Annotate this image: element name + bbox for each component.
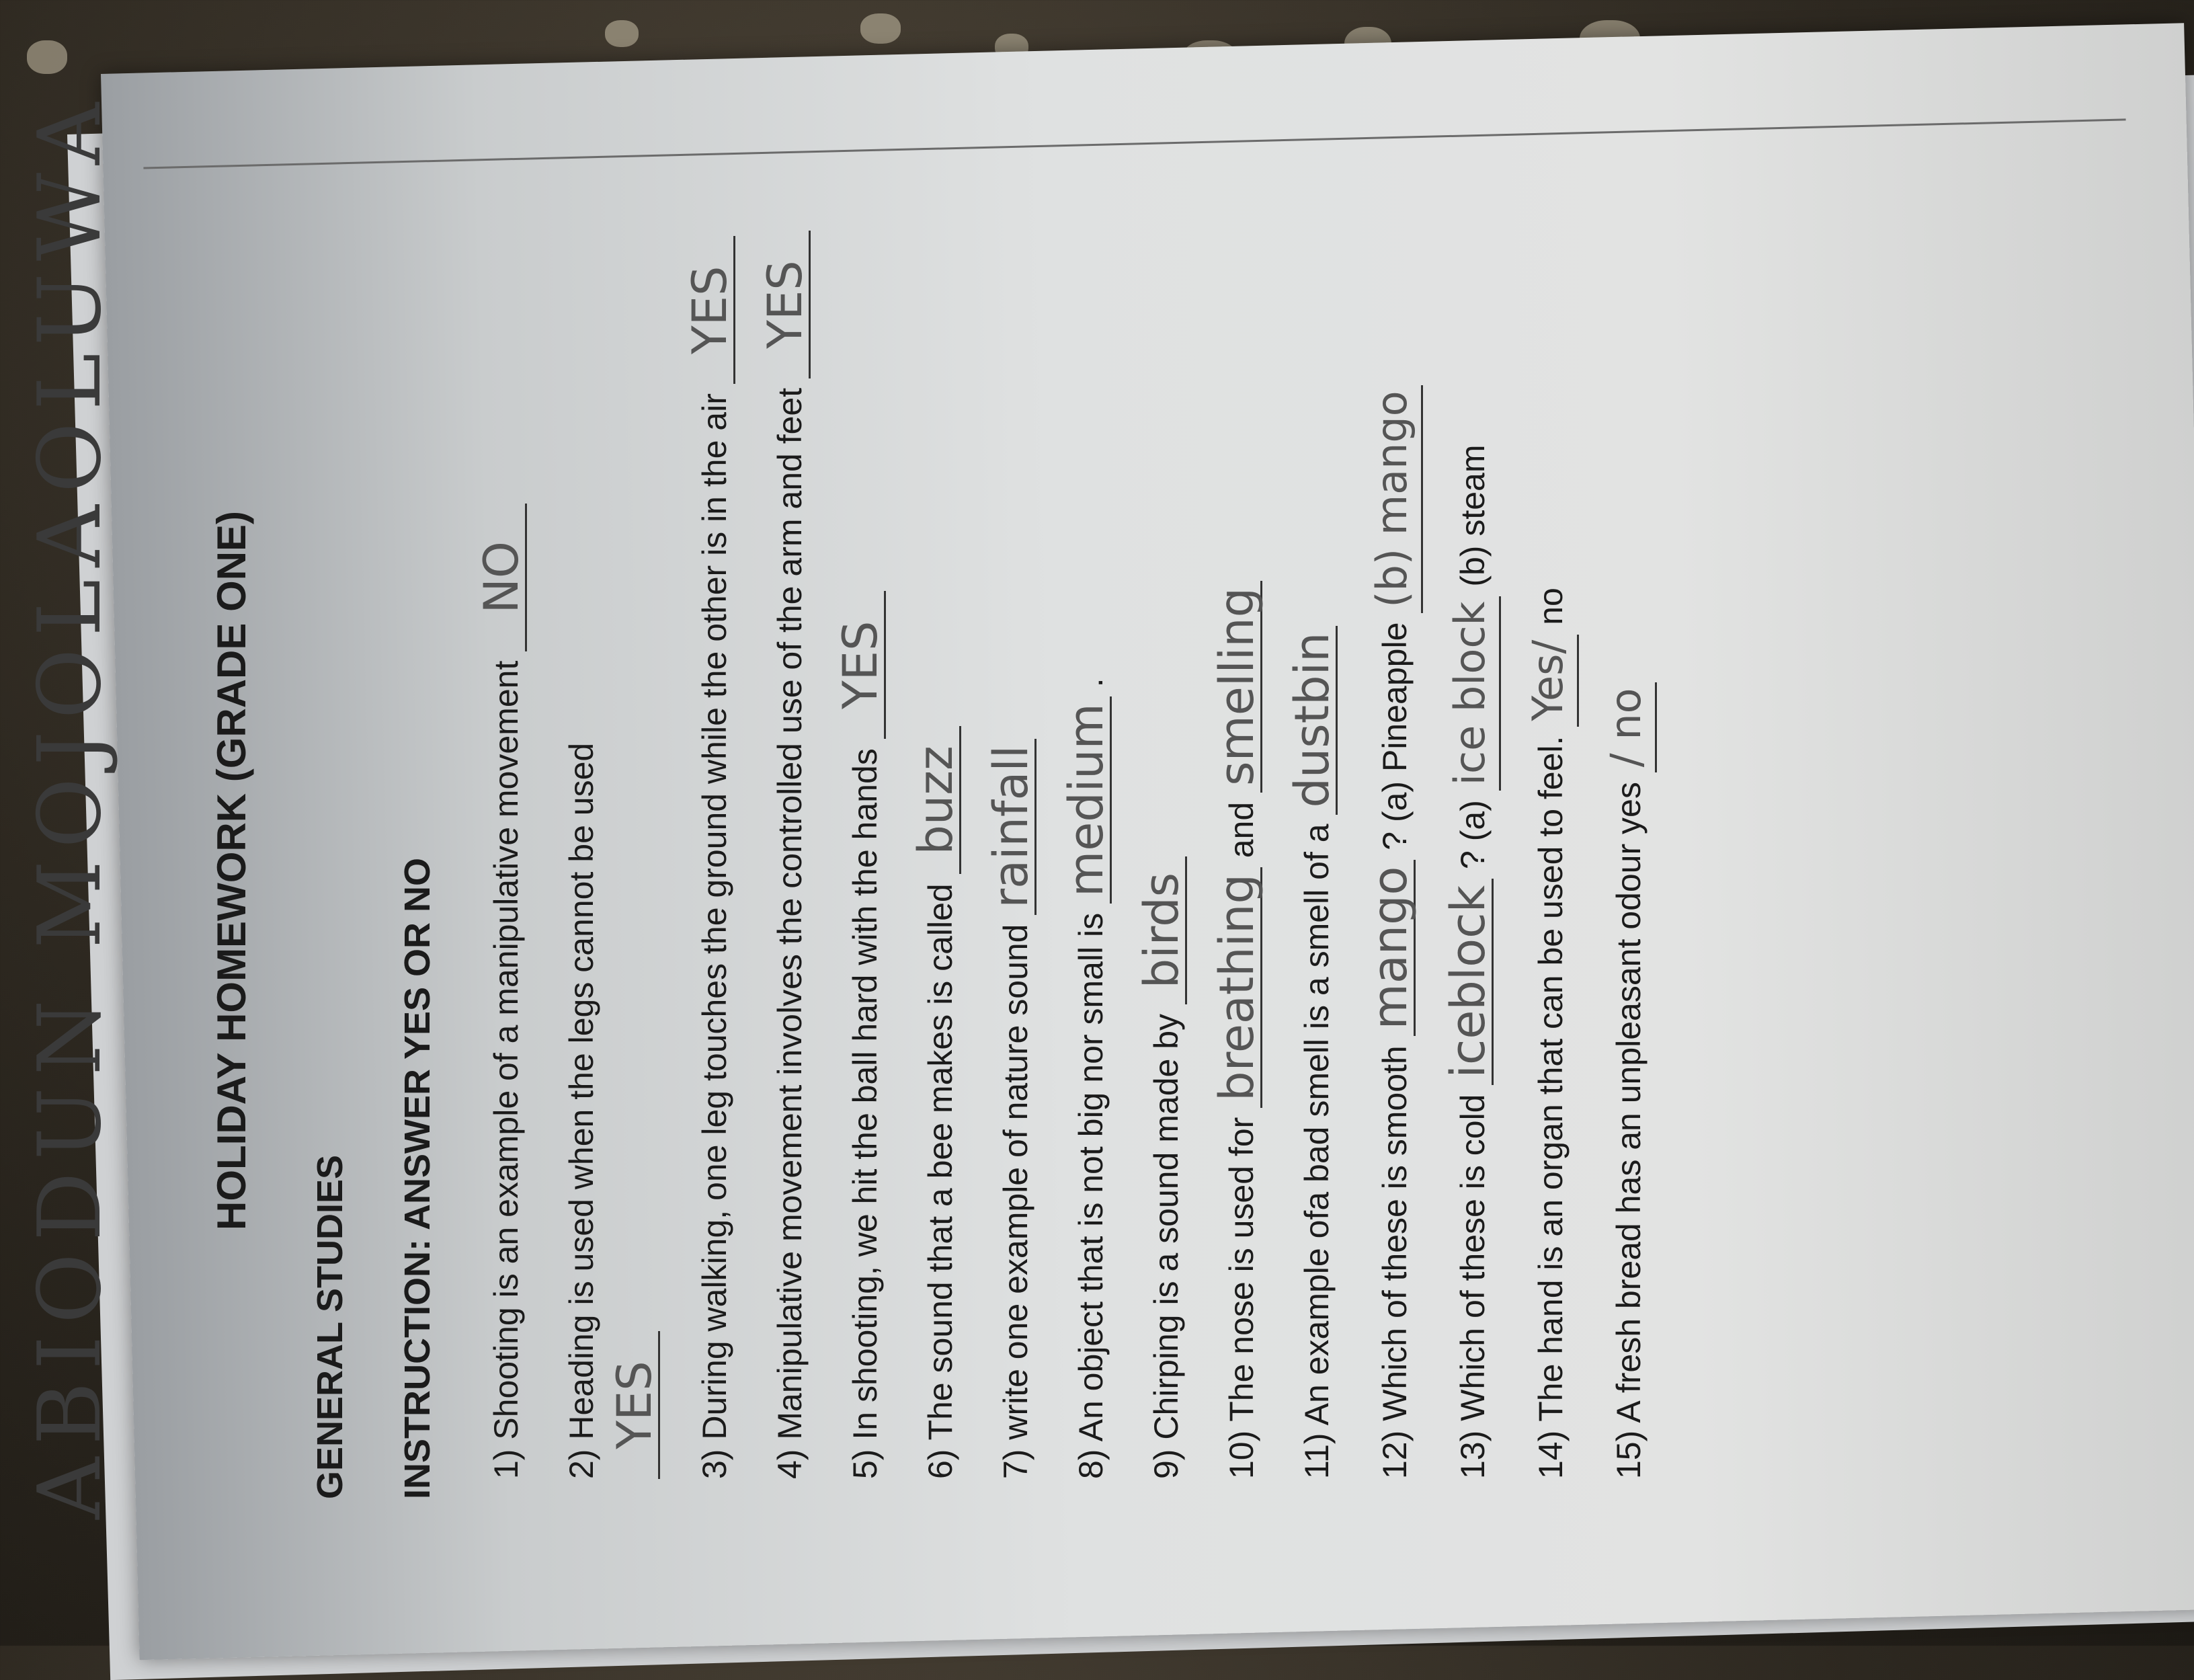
option-b: (b) steam [1454,444,1492,587]
answer-field[interactable]: birds [1138,856,1187,1004]
question-text: 10) The nose is used for [1223,1117,1260,1479]
answer-field[interactable]: buzz [912,726,961,874]
question-text: 8) An object that is not big nor small is [1072,912,1110,1479]
question-14 [1519,0,1580,1479]
answer-selected[interactable]: / no [1597,682,1657,772]
page-content [7,7,2090,1580]
question-5 [833,0,894,1479]
question-12 [1363,0,1424,1479]
question-connector: and [1223,801,1260,858]
option-no: no [1532,588,1570,625]
subject-heading: GENERAL STUDIES [310,1154,350,1499]
question-text: 9) Chirping is a sound made by [1147,1013,1185,1479]
question-11 [1285,0,1346,1479]
answer-field-2[interactable]: smelling [1213,581,1262,793]
question-text: 1) Shooting is an example of a manipulative movement [487,660,525,1479]
page-title: HOLIDAY HOMEWORK (GRADE ONE) [209,510,254,1230]
answer-selected[interactable]: Yes/ [1519,635,1579,727]
question-text: 5) In shooting, we hit the ball hard with the hands [846,748,884,1479]
answer-field[interactable]: YES [762,231,811,378]
question-13 [1441,0,1502,1479]
question-text: 6) The sound that a bee makes is called [922,883,959,1479]
question-15 [1597,0,1658,1479]
question-2 [553,0,668,1479]
question-10 [1209,0,1270,1479]
question-1 [474,0,535,1479]
question-text: 13) Which of these is cold [1454,1094,1492,1479]
answer-field[interactable]: NO [478,504,527,651]
answer-field[interactable]: medium [1063,696,1112,904]
answer-field[interactable]: breathing [1213,867,1262,1108]
question-text: 11) An example ofa bad smell is a smell of a [1298,824,1336,1479]
answer-field[interactable]: mango [1367,860,1416,1037]
question-text: 7) write one example of nature sound [997,924,1034,1479]
question-6 [908,0,969,1479]
answer-field[interactable]: dustbin [1289,626,1338,815]
option-b-selected[interactable]: (b) mango [1363,385,1423,612]
answer-field[interactable]: YES [686,236,735,384]
question-9 [1134,0,1195,1479]
question-list [474,0,1675,1479]
question-suffix: . [1072,678,1110,688]
question-text: 12) Which of these is smooth [1376,1045,1414,1479]
option-a-selected[interactable]: ice block [1441,596,1501,791]
answer-field[interactable]: iceblock [1445,879,1494,1085]
answer-field[interactable]: YES [837,591,886,739]
question-4 [758,0,819,1479]
question-3 [682,0,743,1479]
question-8 [1059,0,1120,1479]
option-a: ? (a) Pineapple [1376,622,1414,850]
instruction-text: INSTRUCTION: ANSWER YES OR NO [397,857,438,1499]
question-text: 14) The hand is an organ that can be used to feel. [1532,735,1570,1479]
answer-field[interactable]: YES [611,1331,660,1479]
question-text: 15) A fresh bread has an unpleasant odour yes [1610,782,1648,1479]
student-name: ABIODUN MOJOLAOLUWA [20,90,120,1519]
question-text: 3) During walking, one leg touches the ground while the other is in the air [696,393,733,1479]
question-text: 4) Manipulative movement involves the controlled use of the arm and feet [771,387,809,1479]
question-7 [983,0,1045,1479]
answer-field[interactable]: rainfall [987,739,1037,915]
option-a-label: ? (a) [1454,800,1492,869]
question-text: 2) Heading is used when the legs cannot be used [563,742,600,1479]
